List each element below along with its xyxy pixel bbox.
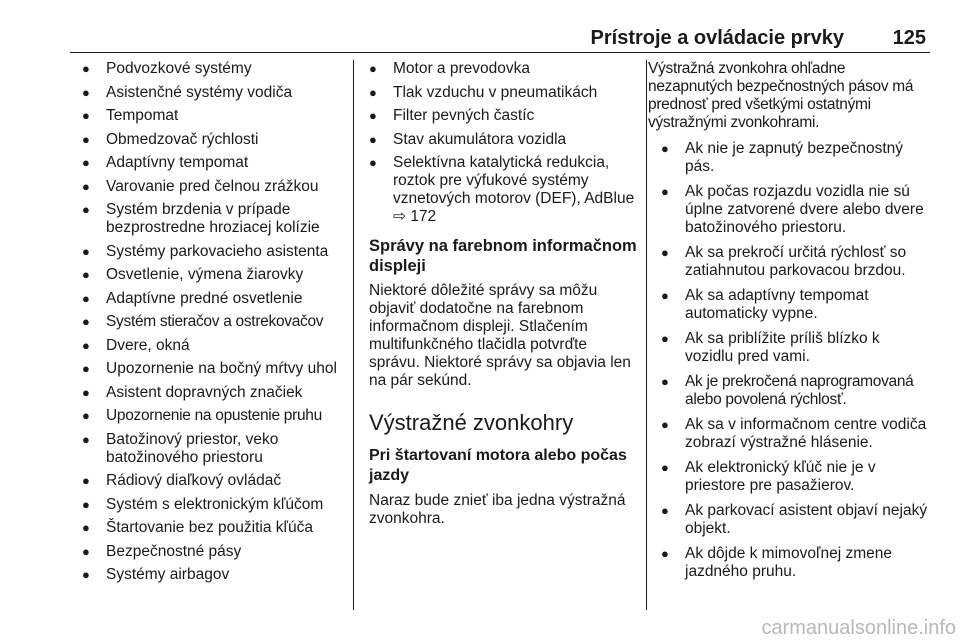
column-divider <box>646 60 647 610</box>
list-item-text: Selektívna katalytická redukcia, roztok pre výfukové systémy vznetových motorov (DEF), AdBlue <box>393 154 635 207</box>
list-item: ● Rádiový diaľkový ovládač <box>82 472 344 490</box>
list-item: ● Batožinový priestor, veko batožinového priestoru <box>82 431 344 467</box>
column-divider <box>353 60 354 610</box>
list-item: ● Ak sa priblížite príliš blízko k vozidlu pred vami. <box>661 330 932 366</box>
list-item: ● Systém brzdenia v prípade bezprostredne hroziacej kolízie <box>82 201 344 237</box>
list-item: ● Systém stieračov a ostrekovačov <box>82 313 344 331</box>
page-title: Prístroje a ovládacie prvky <box>590 27 844 49</box>
page-reference-link[interactable]: 172 <box>410 208 437 225</box>
list-item: ● Dvere, okná <box>82 337 344 355</box>
list-item: ● Ak počas rozjazdu vozidla nie sú úplne zatvorené dvere alebo dvere batožinového priestoru. <box>661 183 932 237</box>
list-item: ● Adaptívny tempomat <box>82 154 344 172</box>
page-header <box>0 0 960 56</box>
list-item: ● Obmedzovač rýchlosti <box>82 131 344 149</box>
list-item: ● Varovanie pred čelnou zrážkou <box>82 178 344 196</box>
list-item: ● Stav akumulátora vozidla <box>369 131 637 149</box>
feature-list <box>369 60 637 226</box>
column-2 <box>369 60 637 536</box>
list-item: ● Bezpečnostné pásy <box>82 543 344 561</box>
list-item: ● Systém s elektronickým kľúčom <box>82 496 344 514</box>
intro-paragraph: Výstražná zvonkohra ohľadne nezapnutých bezpečnostných pásov má prednosť pred všetkými ostatnými výstražnými zvonkohrami. <box>648 60 914 131</box>
section-heading-messages: Správy na farebnom informačnom displeji <box>369 237 637 275</box>
list-item: ● Ak sa adaptívny tempomat automaticky vypne. <box>661 287 932 323</box>
header-divider <box>70 52 930 53</box>
page-reference-arrow-icon: ⇨ <box>393 208 406 225</box>
column-3 <box>648 60 932 588</box>
list-item: ● Systémy airbagov <box>82 566 344 584</box>
chime-conditions-list <box>661 140 932 581</box>
paragraph-chime: Naraz bude znieť iba jedna výstražná zvonkohra. <box>369 492 626 527</box>
list-item: ● Upozornenie na opustenie pruhu <box>82 407 344 425</box>
list-item: ● Ak sa prekročí určitá rýchlosť so zatiahnutou parkovacou brzdou. <box>661 244 932 280</box>
list-item: ● Motor a prevodovka <box>369 60 637 78</box>
paragraph-messages: Niektoré dôležité správy sa môžu objaviť dodatočne na farebnom informačnom displeji. Stlačením multifunkčného tlačidla potvrďte správu. Niektoré správy sa objavia len na pár sekúnd. <box>369 282 631 389</box>
list-item: ● Tempomat <box>82 107 344 125</box>
list-item: ● Systémy parkovacieho asistenta <box>82 243 344 261</box>
list-item: ● Tlak vzduchu v pneumatikách <box>369 84 637 102</box>
list-item: ● Asistenčné systémy vodiča <box>82 84 344 102</box>
list-item: ● Ak parkovací asistent objaví nejaký objekt. <box>661 502 932 538</box>
list-item: ● Podvozkové systémy <box>82 60 344 78</box>
list-item: ● Filter pevných častíc <box>369 107 637 125</box>
list-item: ● Ak sa v informačnom centre vodiča zobrazí výstražné hlásenie. <box>661 416 932 452</box>
list-item: ● Ak je prekročená naprogramovaná alebo povolená rýchlosť. <box>661 373 932 409</box>
list-item: ● Osvetlenie, výmena žiarovky <box>82 266 344 284</box>
list-item: ● Adaptívne predné osvetlenie <box>82 290 344 308</box>
list-item: ● Upozornenie na bočný mŕtvy uhol <box>82 360 344 378</box>
list-item-with-reference <box>369 154 637 226</box>
watermark: carmanualsonline.info <box>761 617 956 639</box>
list-item: ● Štartovanie bez použitia kľúča <box>82 519 344 537</box>
page-number: 125 <box>892 27 926 49</box>
feature-list <box>82 60 344 584</box>
list-item: ● Ak elektronický kľúč nie je v priestore pre pasažierov. <box>661 459 932 495</box>
section-heading-chimes: Výstražné zvonkohry <box>369 410 574 435</box>
list-item: ● Asistent dopravných značiek <box>82 384 344 402</box>
subheading-start: Pri štartovaní motora alebo počas jazdy <box>369 447 627 484</box>
list-item: ● Ak dôjde k mimovoľnej zmene jazdného pruhu. <box>661 545 932 581</box>
column-1 <box>82 60 344 590</box>
list-item: ● Ak nie je zapnutý bezpečnostný pás. <box>661 140 932 176</box>
